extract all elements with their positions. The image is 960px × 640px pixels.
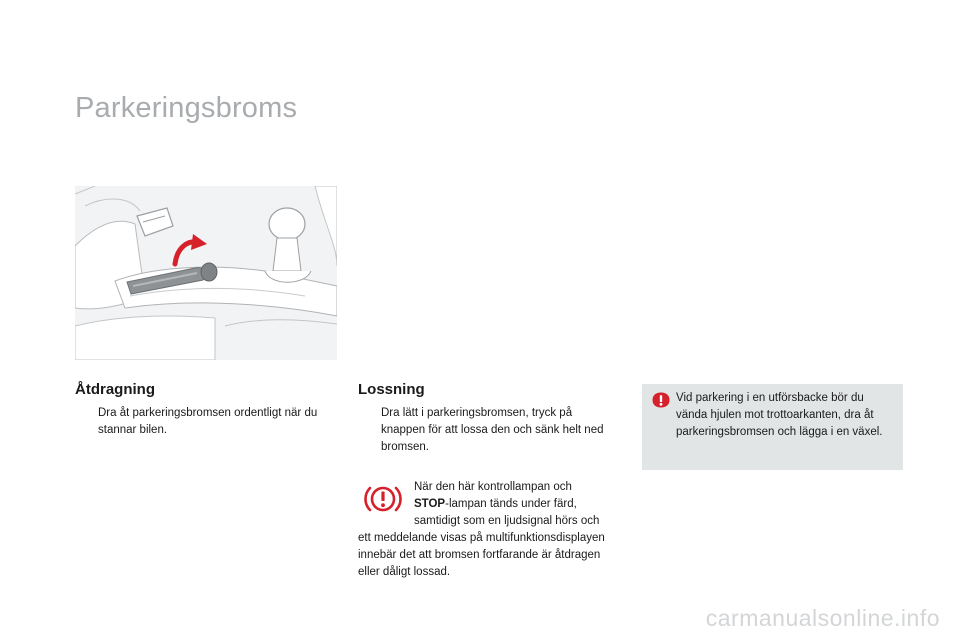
caution-note — [642, 384, 903, 470]
bullet-release — [358, 405, 613, 456]
handbrake-drawing — [75, 186, 337, 360]
lamp-paragraph — [358, 479, 623, 581]
lamp-indented-text — [358, 479, 623, 530]
lamp-rest: -lampan tänds under färd, samtidigt som en ljudsignal hörs och — [414, 498, 600, 527]
lamp-intro: När den här kontrollampan och — [414, 481, 572, 493]
release-text: Dra lätt i parkeringsbromsen, tryck på knappen för att lossa den och sänk helt ned bromsen. — [381, 407, 604, 453]
bullet-apply — [75, 405, 340, 439]
heading-lossning: Lossning — [358, 381, 425, 398]
stop-label: STOP — [414, 498, 446, 510]
watermark: carmanualsonline.info — [705, 605, 940, 631]
handbrake-illustration — [75, 186, 337, 360]
note-text: Vid parkering i en utförsbacke bör du vända hjulen mot trottoarkanten, dra åt parkeringsbromsen och lägga i en växel. — [676, 392, 883, 438]
exclamation-icon — [652, 392, 670, 408]
heading-atdragning: Åtdragning — [75, 381, 155, 398]
apply-text: Dra åt parkeringsbromsen ordentligt när du stannar bilen. — [98, 407, 318, 436]
lamp-full-text: ett meddelande visas på multifunktionsdisplayen innebär det att bromsen fortfarande är åtdragen eller dåligt lossad. — [358, 532, 605, 578]
page-title: Parkeringsbroms — [75, 92, 298, 124]
